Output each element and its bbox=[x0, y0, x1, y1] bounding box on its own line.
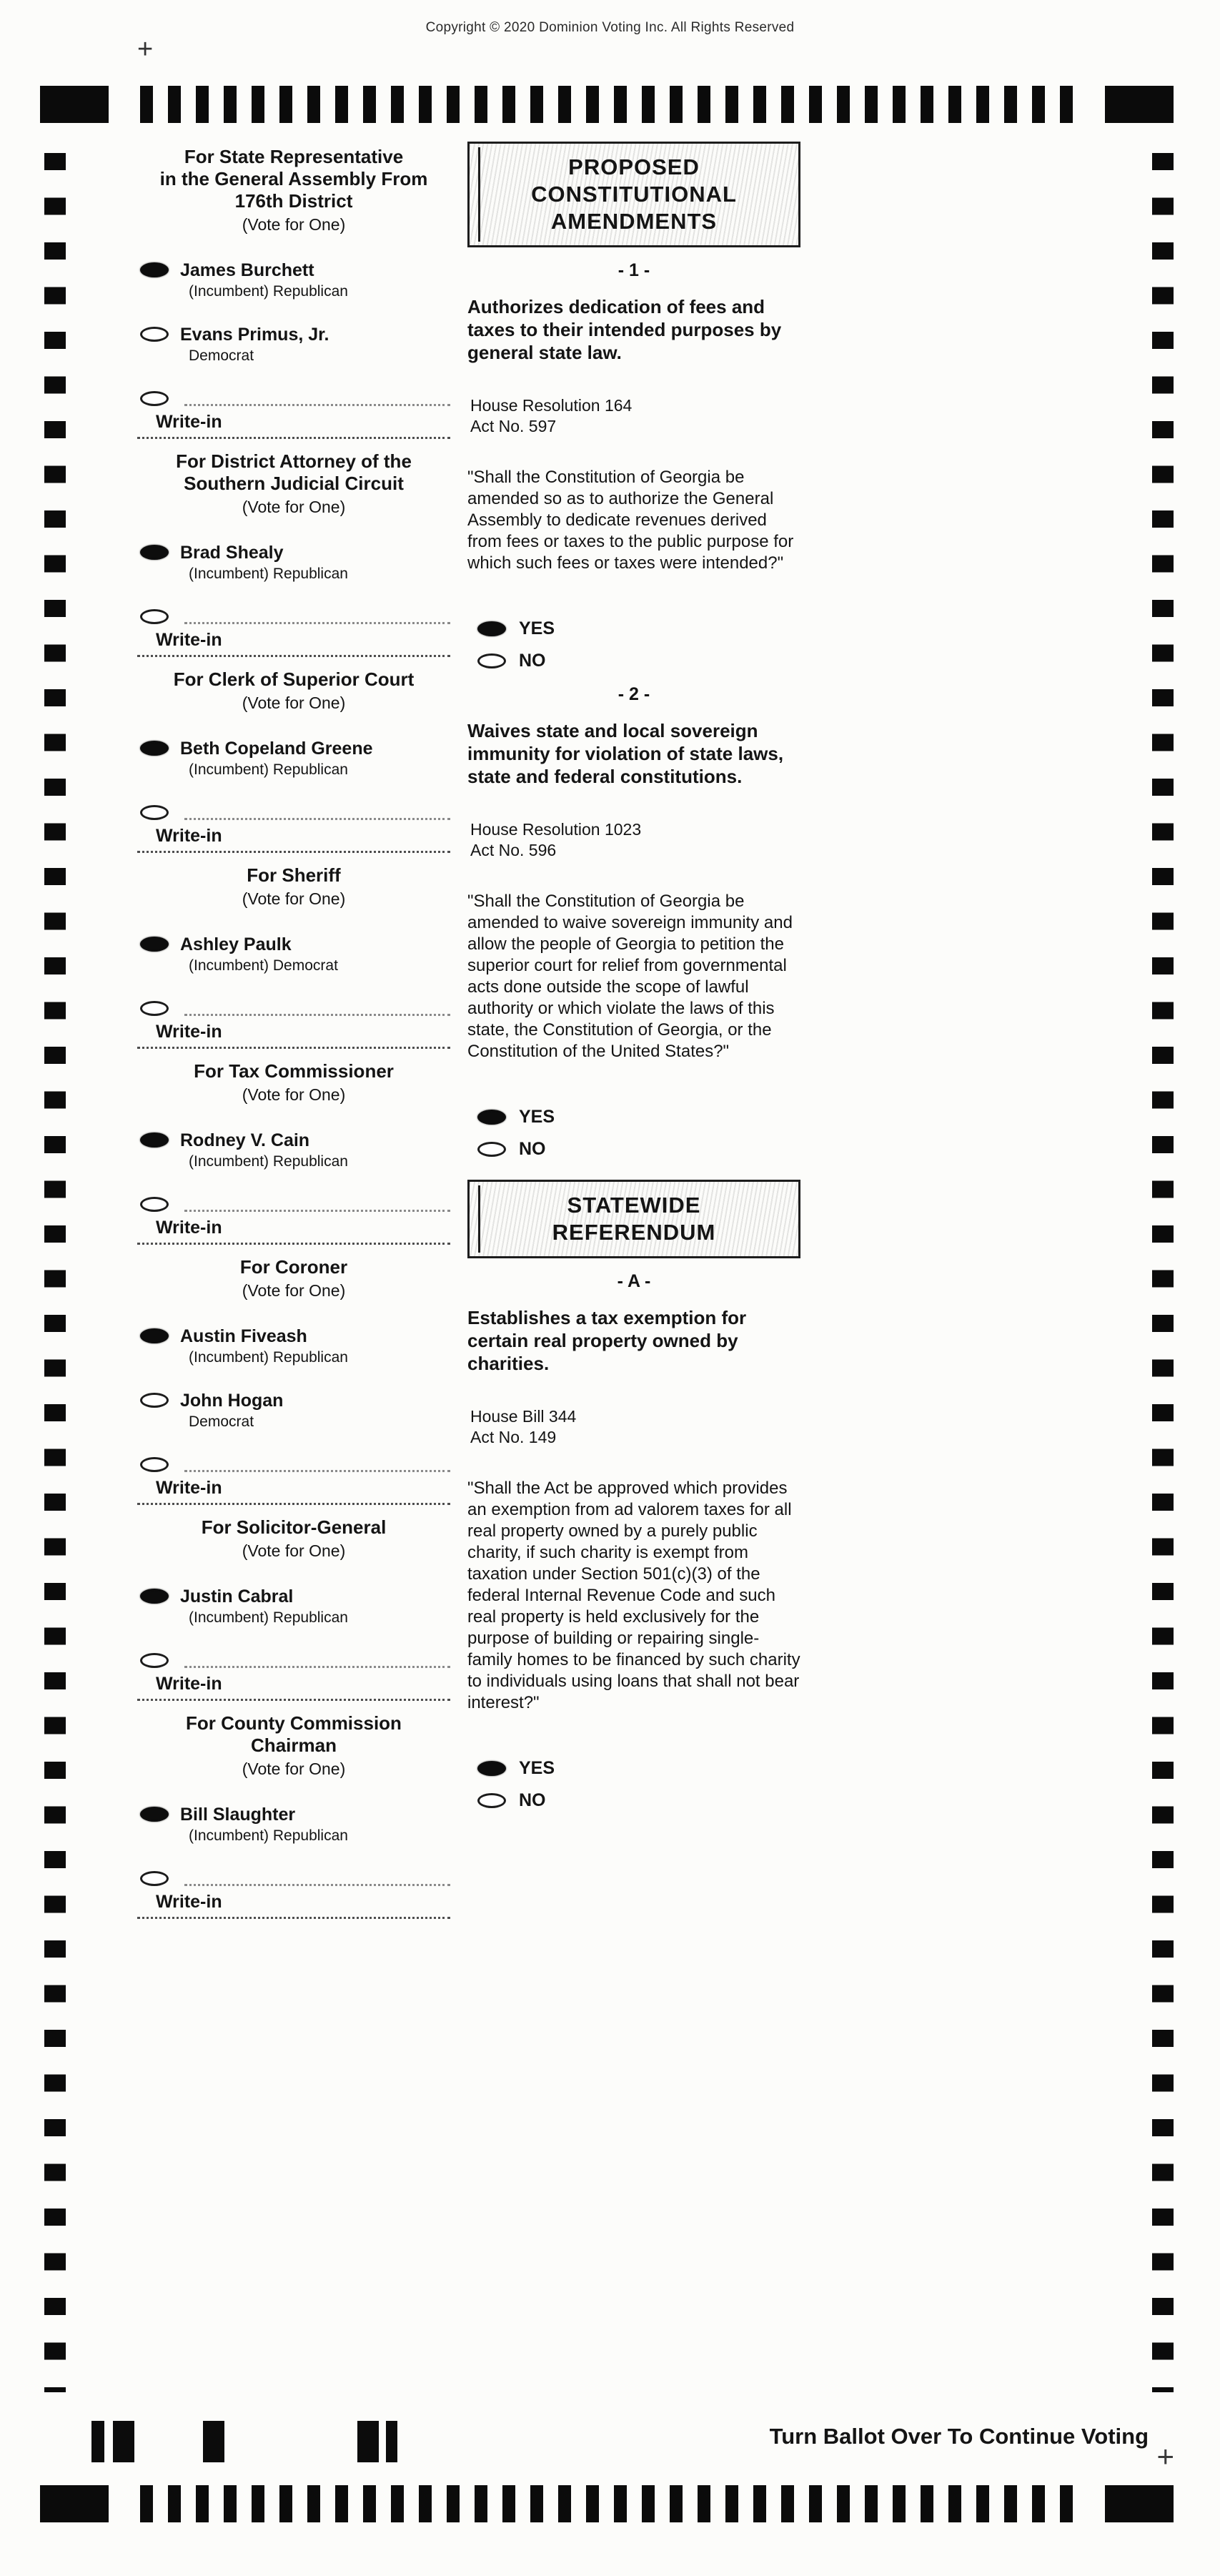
candidate-contests-column bbox=[137, 146, 450, 1930]
contest-title: For Tax Commissioner bbox=[194, 1060, 394, 1082]
write-in-line[interactable] bbox=[184, 1459, 450, 1472]
barcode-gap bbox=[379, 2421, 386, 2462]
timing-marks-left bbox=[44, 153, 66, 2392]
measure-references bbox=[467, 1406, 800, 1448]
candidate-row bbox=[140, 543, 450, 583]
measure-ref-line: Act No. 149 bbox=[470, 1428, 557, 1446]
measure-question: "Shall the Act be approved which provides an exemption from ad valorem taxes for all real property owned by a purely public charity, if such charity is exempt from taxation under Section 501(c)(3) of the federal Internal Revenue Code and such real property is held exclusively for the purpose of building or repairing single-family homes to be financed by such charity to individuals using loans that shall not bear interest?" bbox=[467, 1479, 800, 1712]
timing-marks-bottom bbox=[40, 2485, 1174, 2522]
vote-oval-filled[interactable] bbox=[140, 262, 169, 277]
copyright-line: Copyright © 2020 Dominion Voting Inc. All Rights Reserved bbox=[425, 20, 795, 35]
candidate-row bbox=[140, 1130, 450, 1170]
vote-for-one-instruction: (Vote for One) bbox=[242, 1085, 346, 1104]
timing-block-left bbox=[40, 2485, 109, 2522]
write-in-oval[interactable] bbox=[140, 1001, 169, 1016]
barcode-bar bbox=[386, 2421, 397, 2462]
candidate-row bbox=[140, 260, 450, 300]
amendment-1 bbox=[467, 260, 800, 671]
vote-oval-filled[interactable] bbox=[140, 1328, 169, 1343]
candidate-row bbox=[140, 739, 450, 779]
measure-ref-line: House Resolution 164 bbox=[470, 396, 633, 415]
measure-summary: Establishes a tax exemption for certain real property owned by charities. bbox=[467, 1307, 747, 1374]
contest-title: For Sheriff bbox=[247, 864, 341, 886]
write-in-oval[interactable] bbox=[140, 805, 169, 820]
yes-label: YES bbox=[519, 1758, 555, 1778]
registration-plus-icon: + bbox=[137, 34, 154, 64]
candidate-party: (Incumbent) Republican bbox=[189, 566, 348, 582]
write-in-row bbox=[140, 389, 450, 406]
vote-for-one-instruction: (Vote for One) bbox=[242, 1760, 346, 1778]
write-in-oval[interactable] bbox=[140, 1457, 169, 1472]
turn-ballot-over-text: Turn Ballot Over To Continue Voting bbox=[769, 2424, 1149, 2449]
contest-clerk-superior-court bbox=[137, 668, 450, 853]
timing-marks-top bbox=[40, 86, 1174, 123]
write-in-oval[interactable] bbox=[140, 1197, 169, 1212]
vote-oval-filled[interactable] bbox=[140, 937, 169, 952]
write-in-label: Write-in bbox=[156, 1218, 222, 1238]
barcode-bar bbox=[91, 2421, 104, 2462]
write-in-row bbox=[140, 1455, 450, 1472]
candidate-name: Rodney V. Cain bbox=[180, 1130, 310, 1150]
measure-number: - 1 - bbox=[618, 260, 650, 280]
measure-summary: Waives state and local sovereign immunity for violation of state laws, state and federal constitutions. bbox=[467, 720, 784, 787]
candidate-name: Ashley Paulk bbox=[180, 934, 292, 954]
vote-oval[interactable] bbox=[140, 1393, 169, 1408]
barcode-gap bbox=[224, 2421, 357, 2462]
write-in-line[interactable] bbox=[184, 393, 450, 406]
timing-block-right bbox=[1105, 86, 1174, 123]
no-label: NO bbox=[519, 651, 546, 671]
measure-ref-line: Act No. 596 bbox=[470, 841, 557, 859]
candidate-party: (Incumbent) Republican bbox=[189, 283, 348, 300]
contest-title: For Clerk of Superior Court bbox=[173, 668, 415, 690]
alignment-cross-icon: + bbox=[1156, 2439, 1174, 2473]
timing-marks-right bbox=[1152, 153, 1174, 2392]
bottom-barcode-marks bbox=[91, 2421, 397, 2462]
write-in-row bbox=[140, 999, 450, 1016]
yes-label: YES bbox=[519, 1107, 555, 1127]
barcode-bar bbox=[203, 2421, 224, 2462]
vote-for-one-instruction: (Vote for One) bbox=[242, 694, 346, 712]
no-label: NO bbox=[519, 1790, 546, 1810]
candidate-name: Beth Copeland Greene bbox=[180, 739, 373, 759]
vote-for-one-instruction: (Vote for One) bbox=[242, 889, 346, 908]
write-in-oval[interactable] bbox=[140, 391, 169, 406]
write-in-label: Write-in bbox=[156, 1478, 222, 1498]
write-in-row bbox=[140, 1195, 450, 1212]
vote-oval-filled[interactable] bbox=[140, 1132, 169, 1148]
candidate-party: (Incumbent) Republican bbox=[189, 1609, 348, 1626]
barcode-bar bbox=[113, 2421, 134, 2462]
contest-title: For Coroner bbox=[239, 1256, 348, 1278]
write-in-oval[interactable] bbox=[140, 1653, 169, 1668]
contest-solicitor-general bbox=[137, 1516, 450, 1701]
candidate-name: Austin Fiveash bbox=[180, 1326, 307, 1346]
vote-oval[interactable] bbox=[140, 327, 169, 342]
no-oval[interactable] bbox=[477, 653, 506, 668]
yes-option-row bbox=[477, 1107, 800, 1127]
measure-question: "Shall the Constitution of Georgia be amended so as to authorize the General Assembly to dedicate revenues derived from fees or taxes to the public purpose for which such fees or taxes were intended?" bbox=[467, 468, 794, 573]
contest-tax-commissioner bbox=[137, 1060, 450, 1245]
measure-number: - A - bbox=[617, 1271, 651, 1291]
barcode-gap bbox=[104, 2421, 113, 2462]
write-in-row bbox=[140, 607, 450, 624]
vote-oval-filled[interactable] bbox=[140, 545, 169, 560]
candidate-party: (Incumbent) Republican bbox=[189, 1827, 348, 1844]
measure-number: - 2 - bbox=[618, 684, 650, 704]
write-in-line[interactable] bbox=[184, 807, 450, 820]
candidate-name: Evans Primus, Jr. bbox=[180, 325, 329, 345]
contest-title: For District Attorney of the Southern Judicial Circuit bbox=[176, 450, 412, 494]
candidate-row bbox=[140, 1805, 450, 1845]
no-option-row bbox=[477, 651, 800, 671]
contest-title: For Solicitor-General bbox=[201, 1516, 387, 1538]
write-in-oval[interactable] bbox=[140, 609, 169, 624]
vote-for-one-instruction: (Vote for One) bbox=[242, 1541, 346, 1560]
candidate-row bbox=[140, 934, 450, 974]
measures-column bbox=[467, 142, 800, 1822]
write-in-row bbox=[140, 1651, 450, 1668]
candidate-name: John Hogan bbox=[180, 1391, 284, 1411]
measure-summary: Authorizes dedication of fees and taxes to their intended purposes by general state law. bbox=[467, 296, 782, 363]
write-in-line[interactable] bbox=[184, 1199, 450, 1212]
candidate-party: (Incumbent) Republican bbox=[189, 761, 348, 778]
barcode-gap bbox=[134, 2421, 203, 2462]
no-oval[interactable] bbox=[477, 1142, 506, 1157]
candidate-name: James Burchett bbox=[180, 260, 314, 280]
yes-option-row bbox=[477, 1758, 800, 1779]
amendment-2 bbox=[467, 684, 800, 1160]
yes-option-row bbox=[477, 618, 800, 639]
statewide-referendum-header: STATEWIDE REFERENDUM bbox=[467, 1180, 800, 1258]
candidate-row bbox=[140, 1326, 450, 1366]
candidate-name: Brad Shealy bbox=[180, 543, 284, 563]
candidate-name: Bill Slaughter bbox=[180, 1805, 296, 1825]
no-oval[interactable] bbox=[477, 1793, 506, 1808]
contest-separator bbox=[137, 851, 450, 853]
write-in-row bbox=[140, 1869, 450, 1886]
yes-oval-filled[interactable] bbox=[477, 1761, 506, 1776]
candidate-party: Democrat bbox=[189, 1413, 254, 1430]
vote-for-one-instruction: (Vote for One) bbox=[242, 498, 346, 516]
timing-block-right bbox=[1105, 2485, 1174, 2522]
contest-separator bbox=[137, 1047, 450, 1049]
candidate-party: (Incumbent) Republican bbox=[189, 1153, 348, 1170]
candidate-party: (Incumbent) Republican bbox=[189, 1349, 348, 1366]
contest-district-attorney bbox=[137, 450, 450, 657]
write-in-line[interactable] bbox=[184, 1655, 450, 1668]
candidate-name: Justin Cabral bbox=[180, 1586, 294, 1607]
contest-sheriff bbox=[137, 864, 450, 1049]
vote-for-one-instruction: (Vote for One) bbox=[242, 1281, 346, 1300]
vote-for-one-instruction: (Vote for One) bbox=[242, 215, 346, 234]
contest-coroner bbox=[137, 1256, 450, 1505]
contest-title: For State Representative in the General Assembly From 176th District bbox=[159, 146, 428, 212]
candidate-row bbox=[140, 1391, 450, 1431]
contest-county-commission-chairman bbox=[137, 1712, 450, 1919]
candidate-row bbox=[140, 1586, 450, 1627]
candidate-row bbox=[140, 325, 450, 365]
candidate-party: (Incumbent) Democrat bbox=[189, 957, 338, 974]
write-in-label: Write-in bbox=[156, 1674, 222, 1694]
candidate-party: Democrat bbox=[189, 347, 254, 364]
yes-oval-filled[interactable] bbox=[477, 621, 506, 636]
write-in-row bbox=[140, 803, 450, 820]
write-in-line[interactable] bbox=[184, 611, 450, 624]
yes-oval-filled[interactable] bbox=[477, 1110, 506, 1125]
measure-ref-line: House Bill 344 bbox=[470, 1407, 577, 1426]
measure-ref-line: Act No. 597 bbox=[470, 417, 557, 435]
write-in-label: Write-in bbox=[156, 1892, 222, 1912]
no-option-row bbox=[477, 1790, 800, 1811]
contest-state-representative bbox=[137, 146, 450, 439]
timing-block-left bbox=[40, 86, 109, 123]
write-in-label: Write-in bbox=[156, 412, 222, 432]
barcode-bar bbox=[357, 2421, 379, 2462]
no-label: NO bbox=[519, 1139, 546, 1159]
contest-separator bbox=[137, 1503, 450, 1505]
timing-bars-top bbox=[140, 86, 1073, 123]
referendum-a bbox=[467, 1271, 800, 1811]
contest-separator bbox=[137, 655, 450, 657]
measure-references bbox=[467, 819, 800, 861]
measure-ref-line: House Resolution 1023 bbox=[470, 820, 642, 839]
write-in-label: Write-in bbox=[156, 826, 222, 846]
contest-separator bbox=[137, 1699, 450, 1701]
no-option-row bbox=[477, 1139, 800, 1160]
vote-oval-filled[interactable] bbox=[140, 1807, 169, 1822]
write-in-label: Write-in bbox=[156, 630, 222, 650]
vote-oval-filled[interactable] bbox=[140, 1589, 169, 1604]
contest-separator bbox=[137, 1917, 450, 1919]
write-in-line[interactable] bbox=[184, 1003, 450, 1016]
contest-title: For County Commission Chairman bbox=[186, 1712, 402, 1756]
write-in-oval[interactable] bbox=[140, 1871, 169, 1886]
contest-separator bbox=[137, 437, 450, 439]
write-in-line[interactable] bbox=[184, 1873, 450, 1886]
yes-label: YES bbox=[519, 618, 555, 638]
write-in-label: Write-in bbox=[156, 1022, 222, 1042]
vote-oval-filled[interactable] bbox=[140, 741, 169, 756]
contest-separator bbox=[137, 1243, 450, 1245]
measure-references bbox=[467, 395, 800, 437]
proposed-amendments-header: PROPOSED CONSTITUTIONAL AMENDMENTS bbox=[467, 142, 800, 247]
timing-bars-bottom bbox=[140, 2485, 1073, 2522]
measure-question: "Shall the Constitution of Georgia be amended to waive sovereign immunity and allow the people of Georgia to petition the superior court for relief from governmental acts done outside the scope of lawful authority or which violate the laws of this state, the Constitution of Georgia, or the Constitution of the United States?" bbox=[467, 892, 793, 1061]
